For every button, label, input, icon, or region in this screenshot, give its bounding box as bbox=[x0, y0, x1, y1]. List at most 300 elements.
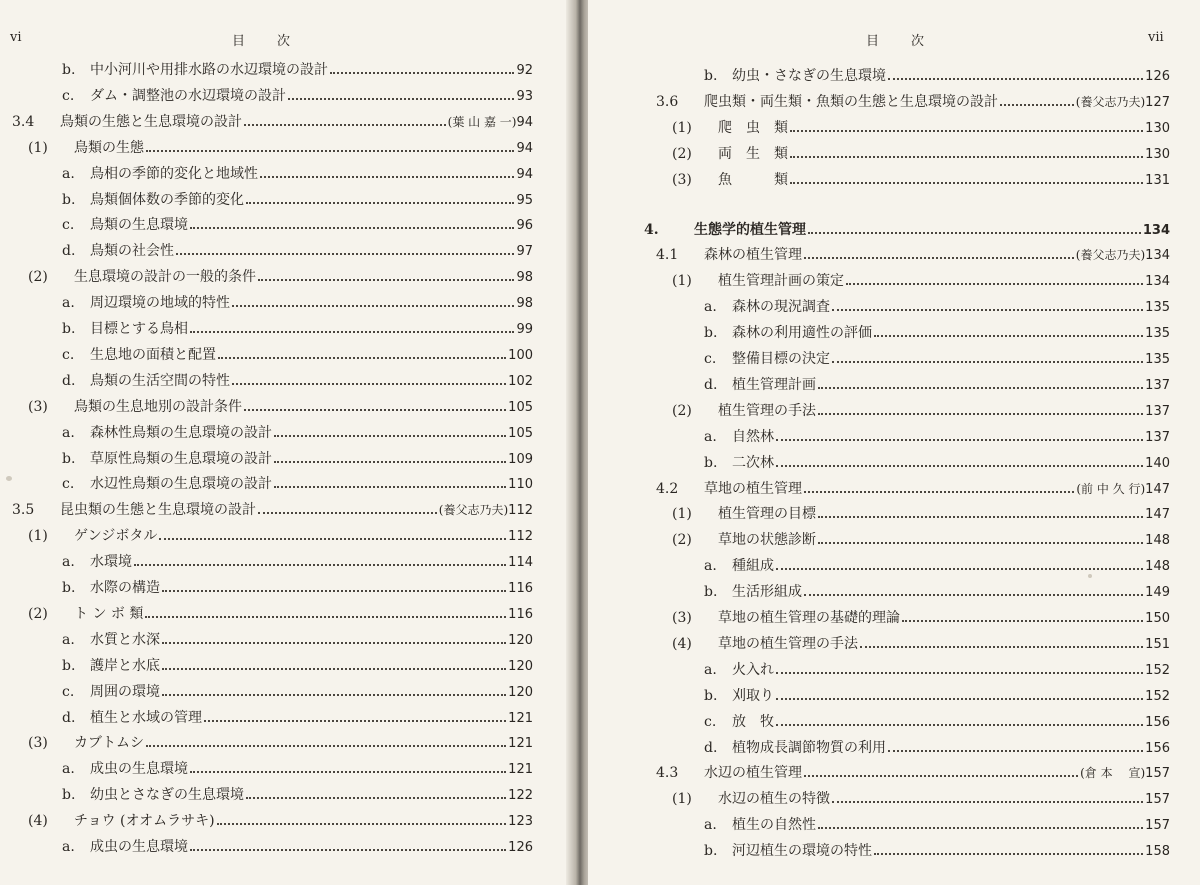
toc-entry bbox=[62, 83, 533, 109]
entry-title: 鳥類個体数の季節的変化 bbox=[90, 191, 244, 208]
entry-marker: d. bbox=[62, 372, 76, 389]
toc-entry bbox=[28, 730, 533, 756]
entry-marker: b. bbox=[62, 62, 76, 78]
entry-page-number: 147 bbox=[1145, 481, 1170, 497]
toc-entry bbox=[704, 450, 1170, 476]
entry-title: 植物成長調節物質の利用 bbox=[732, 739, 886, 756]
dot-leader bbox=[776, 439, 1143, 441]
entry-marker: (2) bbox=[28, 269, 48, 286]
dot-leader bbox=[145, 616, 506, 618]
entry-title: 種組成 bbox=[732, 558, 774, 575]
entry-page-number: 116 bbox=[508, 581, 533, 596]
entry-title: 放 牧 bbox=[732, 713, 774, 730]
entry-marker: c. bbox=[62, 683, 75, 700]
dot-leader bbox=[232, 383, 506, 385]
entry-page-number: 93 bbox=[516, 88, 533, 104]
entry-title: 植生管理の手法 bbox=[718, 402, 816, 419]
toc-entry bbox=[62, 679, 533, 705]
entry-title: 水際の構造 bbox=[90, 580, 160, 596]
entry-page-number: 126 bbox=[508, 840, 533, 855]
dot-leader bbox=[190, 849, 506, 851]
entry-page-number: 130 bbox=[1145, 120, 1170, 136]
dot-leader bbox=[776, 724, 1143, 726]
entry-page-number: 151 bbox=[1145, 636, 1170, 652]
entry-marker: (1) bbox=[28, 139, 48, 156]
dot-leader bbox=[846, 283, 1143, 285]
dot-leader bbox=[146, 745, 506, 747]
entry-marker: (1) bbox=[672, 791, 692, 808]
dot-leader bbox=[162, 590, 506, 592]
entry-title: 周辺環境の地域的特性 bbox=[90, 295, 230, 312]
entry-title: 植生管理の目標 bbox=[718, 506, 816, 523]
toc-entry bbox=[704, 579, 1170, 605]
dot-leader bbox=[818, 413, 1143, 415]
entry-page-number: 121 bbox=[508, 762, 533, 778]
entry-marker: a. bbox=[704, 299, 717, 316]
entry-title: 整備目標の決定 bbox=[732, 351, 830, 367]
toc-entry bbox=[644, 217, 1170, 243]
right-page bbox=[588, 0, 1200, 885]
toc-entry bbox=[28, 523, 533, 549]
entry-marker: (3) bbox=[672, 171, 692, 188]
entry-title: 目標とする鳥相 bbox=[90, 321, 188, 337]
entry-marker: 3.6 bbox=[656, 93, 679, 110]
toc-entry bbox=[704, 657, 1170, 683]
entry-marker: a. bbox=[62, 295, 75, 312]
entry-title: 水環境 bbox=[90, 554, 132, 571]
entry-page-number: 121 bbox=[508, 710, 533, 726]
entry-title: 植生と水域の管理 bbox=[90, 709, 202, 726]
entry-marker: b. bbox=[62, 580, 76, 596]
entry-page-number: 110 bbox=[508, 477, 533, 493]
entry-marker: b. bbox=[62, 450, 76, 467]
entry-page-number: 120 bbox=[508, 684, 533, 700]
toc-entry bbox=[656, 242, 1170, 268]
entry-marker: (1) bbox=[672, 506, 692, 523]
toc-entry bbox=[656, 89, 1170, 115]
dot-leader bbox=[874, 335, 1143, 337]
entry-page-number: 98 bbox=[516, 296, 533, 312]
entry-marker: (2) bbox=[672, 145, 692, 162]
entry-marker: a. bbox=[704, 428, 717, 445]
entry-page-number: 116 bbox=[508, 606, 533, 622]
entry-page-number: 137 bbox=[1145, 403, 1170, 419]
entry-title: 植生の自然性 bbox=[732, 817, 816, 834]
dot-leader bbox=[790, 130, 1143, 132]
dot-leader bbox=[330, 72, 514, 74]
entry-title: 森林性鳥類の生息環境の設計 bbox=[90, 424, 272, 441]
entry-marker: b. bbox=[62, 787, 76, 804]
toc-entry bbox=[62, 627, 533, 653]
paper-speck bbox=[1088, 574, 1092, 578]
entry-marker: c. bbox=[62, 217, 75, 234]
entry-page-number: 97 bbox=[516, 244, 533, 260]
dot-leader bbox=[258, 512, 437, 514]
entry-title: 刈取り bbox=[732, 687, 774, 704]
entry-page-number: 148 bbox=[1145, 533, 1170, 549]
dot-leader bbox=[288, 98, 514, 100]
entry-page-number: 135 bbox=[1145, 326, 1170, 342]
entry-marker: a. bbox=[62, 631, 75, 648]
entry-page-number: 134 bbox=[1145, 274, 1170, 290]
entry-title: 草地の植生管理の手法 bbox=[718, 635, 858, 652]
entry-title: 成虫の生息環境 bbox=[90, 761, 188, 778]
entry-title: 鳥類の生態 bbox=[74, 139, 144, 156]
entry-marker: b. bbox=[704, 843, 718, 860]
entry-title: 両 生 類 bbox=[718, 145, 788, 162]
dot-leader bbox=[217, 823, 507, 825]
entry-page-number: 123 bbox=[508, 814, 533, 830]
dot-leader bbox=[246, 202, 514, 204]
entry-page-number: 105 bbox=[508, 425, 533, 441]
entry-title: 火入れ bbox=[732, 661, 774, 678]
entry-title: 鳥類の生息地別の設計条件 bbox=[74, 398, 242, 415]
toc-entry bbox=[672, 631, 1170, 657]
right-running-head: 目 次 bbox=[866, 34, 927, 49]
entry-marker: 4. bbox=[644, 221, 659, 238]
entry-title: 水辺性鳥類の生息環境の設計 bbox=[90, 476, 272, 493]
dot-leader bbox=[162, 642, 506, 644]
entry-title: 幼虫とさなぎの生息環境 bbox=[90, 787, 244, 804]
entry-marker: c. bbox=[62, 476, 75, 493]
dot-leader bbox=[888, 750, 1143, 752]
entry-author: (養父志乃夫) bbox=[438, 503, 509, 518]
entry-page-number: 109 bbox=[508, 451, 533, 467]
entry-marker: b. bbox=[704, 325, 718, 342]
entry-title: 草原性鳥類の生息環境の設計 bbox=[90, 450, 272, 467]
entry-page-number: 150 bbox=[1145, 611, 1170, 626]
dot-leader bbox=[246, 797, 506, 799]
entry-title: 爬 虫 類 bbox=[718, 119, 788, 136]
entry-marker: b. bbox=[62, 321, 76, 337]
toc-entry bbox=[28, 135, 533, 161]
entry-page-number: 98 bbox=[516, 270, 533, 286]
dot-leader bbox=[134, 564, 506, 566]
toc-entry bbox=[62, 316, 533, 342]
entry-marker: (1) bbox=[28, 528, 48, 545]
entry-marker: a. bbox=[62, 424, 75, 441]
entry-marker: 3.5 bbox=[12, 502, 35, 519]
entry-page-number: 135 bbox=[1145, 300, 1170, 316]
toc-entry bbox=[672, 115, 1170, 141]
dot-leader bbox=[1000, 104, 1074, 106]
entry-page-number: 112 bbox=[508, 529, 533, 545]
entry-title: 鳥相の季節的変化と地域性 bbox=[90, 165, 258, 182]
entry-marker: a. bbox=[62, 165, 75, 182]
entry-author: (倉 本 宣) bbox=[1080, 766, 1146, 781]
entry-title: 幼虫・さなぎの生息環境 bbox=[732, 68, 886, 84]
toc-entry bbox=[62, 782, 533, 808]
toc-entry bbox=[62, 446, 533, 472]
entry-title: 植生管理計画 bbox=[732, 376, 816, 393]
entry-title: 草地の植生管理の基礎的理論 bbox=[718, 610, 900, 626]
entry-author: (養父志乃夫) bbox=[1075, 248, 1146, 263]
dot-leader bbox=[776, 698, 1143, 700]
entry-page-number: 100 bbox=[508, 347, 533, 363]
toc-entry bbox=[656, 476, 1170, 502]
toc-entry bbox=[12, 109, 533, 135]
dot-leader bbox=[258, 279, 514, 281]
toc-entry bbox=[62, 238, 533, 264]
entry-page-number: 157 bbox=[1145, 792, 1170, 808]
entry-page-number: 156 bbox=[1145, 714, 1170, 730]
entry-title: 河辺植生の環境の特性 bbox=[732, 843, 872, 860]
dot-leader bbox=[190, 227, 514, 229]
dot-leader bbox=[190, 771, 506, 773]
toc-entry bbox=[672, 605, 1170, 631]
dot-leader bbox=[176, 253, 514, 255]
entry-page-number: 126 bbox=[1145, 69, 1170, 84]
toc-entry bbox=[672, 268, 1170, 294]
entry-title: 魚 類 bbox=[718, 171, 788, 188]
toc-entry bbox=[28, 394, 533, 420]
toc-entry bbox=[62, 549, 533, 575]
entry-page-number: 120 bbox=[508, 658, 533, 674]
toc-entry bbox=[704, 812, 1170, 838]
entry-marker: (3) bbox=[28, 398, 48, 415]
entry-title: 植生管理計画の策定 bbox=[718, 273, 844, 290]
entry-page-number: 135 bbox=[1145, 352, 1170, 367]
entry-page-number: 114 bbox=[508, 555, 533, 571]
entry-marker: (2) bbox=[28, 605, 48, 622]
toc-entry bbox=[62, 368, 533, 394]
toc-entry bbox=[62, 161, 533, 187]
dot-leader bbox=[274, 486, 506, 488]
left-page bbox=[0, 0, 572, 885]
entry-marker: a. bbox=[62, 761, 75, 778]
toc-entry bbox=[28, 808, 533, 834]
toc-entry bbox=[704, 683, 1170, 709]
toc-entry bbox=[672, 501, 1170, 527]
entry-title: 生態学的植生管理 bbox=[694, 221, 806, 238]
entry-marker: a. bbox=[62, 839, 75, 855]
entry-title: 鳥類の生息環境 bbox=[90, 217, 188, 234]
dot-leader bbox=[874, 853, 1143, 855]
entry-page-number: 134 bbox=[1145, 248, 1170, 264]
entry-page-number: 120 bbox=[508, 632, 533, 648]
entry-marker: d. bbox=[62, 709, 76, 726]
dot-leader bbox=[190, 331, 514, 333]
entry-marker: d. bbox=[704, 739, 718, 756]
entry-title: 鳥類の生態と生息環境の設計 bbox=[60, 113, 242, 130]
toc-entry bbox=[62, 420, 533, 446]
entry-title: 森林の利用適性の評価 bbox=[732, 325, 872, 342]
entry-title: 草地の植生管理 bbox=[704, 480, 802, 497]
entry-marker: (3) bbox=[28, 735, 48, 752]
entry-page-number: 157 bbox=[1145, 818, 1170, 834]
left-running-head: 目 次 bbox=[232, 34, 293, 49]
entry-marker: c. bbox=[704, 713, 717, 730]
entry-title: 森林の現況調査 bbox=[732, 299, 830, 316]
entry-marker: (2) bbox=[672, 402, 692, 419]
entry-page-number: 149 bbox=[1145, 585, 1170, 601]
entry-marker: 3.4 bbox=[12, 113, 35, 130]
entry-title: 鳥類の社会性 bbox=[90, 243, 174, 260]
toc-entry bbox=[704, 294, 1170, 320]
entry-page-number: 96 bbox=[516, 218, 533, 234]
entry-marker: (4) bbox=[28, 813, 48, 830]
toc-entry bbox=[672, 141, 1170, 167]
entry-title: 昆虫類の生態と生息環境の設計 bbox=[60, 502, 256, 519]
entry-marker: a. bbox=[704, 817, 717, 834]
entry-title: 森林の植生管理 bbox=[704, 247, 802, 264]
entry-page-number: 148 bbox=[1145, 559, 1170, 575]
toc-entry bbox=[62, 834, 533, 860]
dot-leader bbox=[818, 516, 1143, 518]
toc-entry bbox=[704, 63, 1170, 89]
toc-entry bbox=[672, 167, 1170, 193]
entry-title: 草地の状態診断 bbox=[718, 532, 816, 549]
entry-marker: 4.1 bbox=[656, 247, 679, 264]
entry-page-number: 112 bbox=[508, 503, 533, 519]
entry-marker: b. bbox=[704, 454, 718, 471]
entry-page-number: 137 bbox=[1145, 429, 1170, 445]
entry-page-number: 94 bbox=[516, 166, 533, 182]
entry-marker: (3) bbox=[672, 610, 692, 626]
toc-entry bbox=[704, 735, 1170, 761]
dot-leader bbox=[244, 124, 446, 126]
dot-leader bbox=[790, 182, 1143, 184]
entry-title: 生息地の面積と配置 bbox=[90, 346, 216, 363]
entry-marker: (2) bbox=[672, 532, 692, 549]
dot-leader bbox=[162, 668, 506, 670]
entry-title: 自然林 bbox=[732, 428, 774, 445]
dot-leader bbox=[804, 775, 1078, 777]
entry-author: (葉 山 嘉 一) bbox=[447, 114, 517, 129]
entry-page-number: 131 bbox=[1145, 172, 1170, 188]
dot-leader bbox=[232, 305, 514, 307]
dot-leader bbox=[162, 694, 506, 696]
entry-page-number: 157 bbox=[1145, 766, 1170, 782]
toc-entry bbox=[62, 705, 533, 731]
dot-leader bbox=[274, 435, 506, 437]
entry-page-number: 92 bbox=[516, 63, 533, 78]
entry-title: 周囲の環境 bbox=[90, 683, 160, 700]
toc-entry bbox=[62, 575, 533, 601]
entry-title: 生活形組成 bbox=[732, 584, 802, 601]
entry-marker: 4.3 bbox=[656, 765, 679, 782]
entry-page-number: 147 bbox=[1145, 507, 1170, 523]
toc-entry bbox=[62, 290, 533, 316]
entry-marker: b. bbox=[704, 687, 718, 704]
entry-title: ゲンジボタル bbox=[74, 528, 158, 545]
entry-title: 鳥類の生活空間の特性 bbox=[90, 372, 230, 389]
entry-page-number: 158 bbox=[1145, 844, 1170, 860]
dot-leader bbox=[260, 176, 514, 178]
entry-title: 水辺の植生管理 bbox=[704, 765, 802, 782]
dot-leader bbox=[204, 720, 506, 722]
entry-marker: c. bbox=[62, 87, 75, 104]
toc-entry bbox=[62, 57, 533, 83]
toc-entry bbox=[704, 838, 1170, 864]
entry-author: (養父志乃夫) bbox=[1075, 94, 1146, 109]
entry-page-number: 94 bbox=[516, 140, 533, 156]
dot-leader bbox=[832, 361, 1143, 363]
toc-entry bbox=[704, 372, 1170, 398]
dot-leader bbox=[804, 594, 1143, 596]
dot-leader bbox=[776, 568, 1143, 570]
dot-leader bbox=[776, 465, 1143, 467]
entry-page-number: 94 bbox=[516, 114, 533, 130]
dot-leader bbox=[218, 357, 506, 359]
toc-entry bbox=[12, 497, 533, 523]
dot-leader bbox=[832, 309, 1143, 311]
entry-title: 水辺の植生の特徴 bbox=[718, 791, 830, 808]
dot-leader bbox=[832, 801, 1143, 803]
entry-marker: d. bbox=[704, 376, 718, 393]
entry-page-number: 127 bbox=[1145, 94, 1170, 110]
entry-title: チョウ (オオムラサキ) bbox=[74, 813, 215, 830]
left-folio: vi bbox=[10, 30, 22, 45]
dot-leader bbox=[790, 156, 1143, 158]
toc-entry bbox=[62, 187, 533, 213]
toc-entry bbox=[62, 342, 533, 368]
dot-leader bbox=[159, 538, 506, 540]
entry-marker: a. bbox=[704, 558, 717, 575]
entry-title: 爬虫類・両生類・魚類の生態と生息環境の設計 bbox=[704, 93, 998, 110]
paper-speck bbox=[6, 476, 12, 481]
dot-leader bbox=[146, 150, 514, 152]
entry-title: 中小河川や用排水路の水辺環境の設計 bbox=[90, 62, 328, 78]
dot-leader bbox=[274, 461, 506, 463]
dot-leader bbox=[818, 542, 1143, 544]
toc-entry bbox=[704, 346, 1170, 372]
entry-page-number: 137 bbox=[1145, 377, 1170, 393]
right-folio: vii bbox=[1148, 30, 1164, 45]
toc-entry bbox=[62, 653, 533, 679]
entry-marker: c. bbox=[704, 351, 717, 367]
entry-title: 生息環境の設計の一般的条件 bbox=[74, 269, 256, 286]
entry-page-number: 95 bbox=[516, 192, 533, 208]
entry-marker: (1) bbox=[672, 119, 692, 136]
entry-page-number: 140 bbox=[1145, 455, 1170, 471]
entry-marker: a. bbox=[704, 661, 717, 678]
entry-marker: b. bbox=[704, 68, 718, 84]
toc-entry bbox=[704, 424, 1170, 450]
entry-page-number: 121 bbox=[508, 736, 533, 752]
toc-entry bbox=[704, 553, 1170, 579]
entry-marker: 4.2 bbox=[656, 480, 679, 497]
toc-entry bbox=[704, 320, 1170, 346]
toc-entry bbox=[704, 709, 1170, 735]
entry-page-number: 99 bbox=[516, 322, 533, 337]
entry-marker: (1) bbox=[672, 273, 692, 290]
dot-leader bbox=[888, 78, 1143, 80]
toc-entry bbox=[672, 527, 1170, 553]
entry-title: カブトムシ bbox=[74, 735, 144, 752]
entry-marker: (4) bbox=[672, 635, 692, 652]
toc-entry bbox=[28, 264, 533, 290]
entry-page-number: 105 bbox=[508, 399, 533, 415]
entry-marker: c. bbox=[62, 346, 75, 363]
entry-page-number: 134 bbox=[1142, 222, 1170, 238]
entry-page-number: 152 bbox=[1145, 662, 1170, 678]
dot-leader bbox=[804, 491, 1074, 493]
entry-title: 護岸と水底 bbox=[90, 657, 160, 674]
toc-entry bbox=[672, 786, 1170, 812]
dot-leader bbox=[776, 672, 1143, 674]
toc-entry bbox=[62, 471, 533, 497]
dot-leader bbox=[818, 827, 1143, 829]
toc-entry bbox=[672, 398, 1170, 424]
dot-leader bbox=[860, 646, 1143, 648]
entry-marker: d. bbox=[62, 243, 76, 260]
entry-author: (前 中 久 行) bbox=[1076, 481, 1146, 496]
dot-leader bbox=[804, 257, 1074, 259]
entry-page-number: 156 bbox=[1145, 740, 1170, 756]
entry-marker: b. bbox=[62, 657, 76, 674]
entry-marker: a. bbox=[62, 554, 75, 571]
